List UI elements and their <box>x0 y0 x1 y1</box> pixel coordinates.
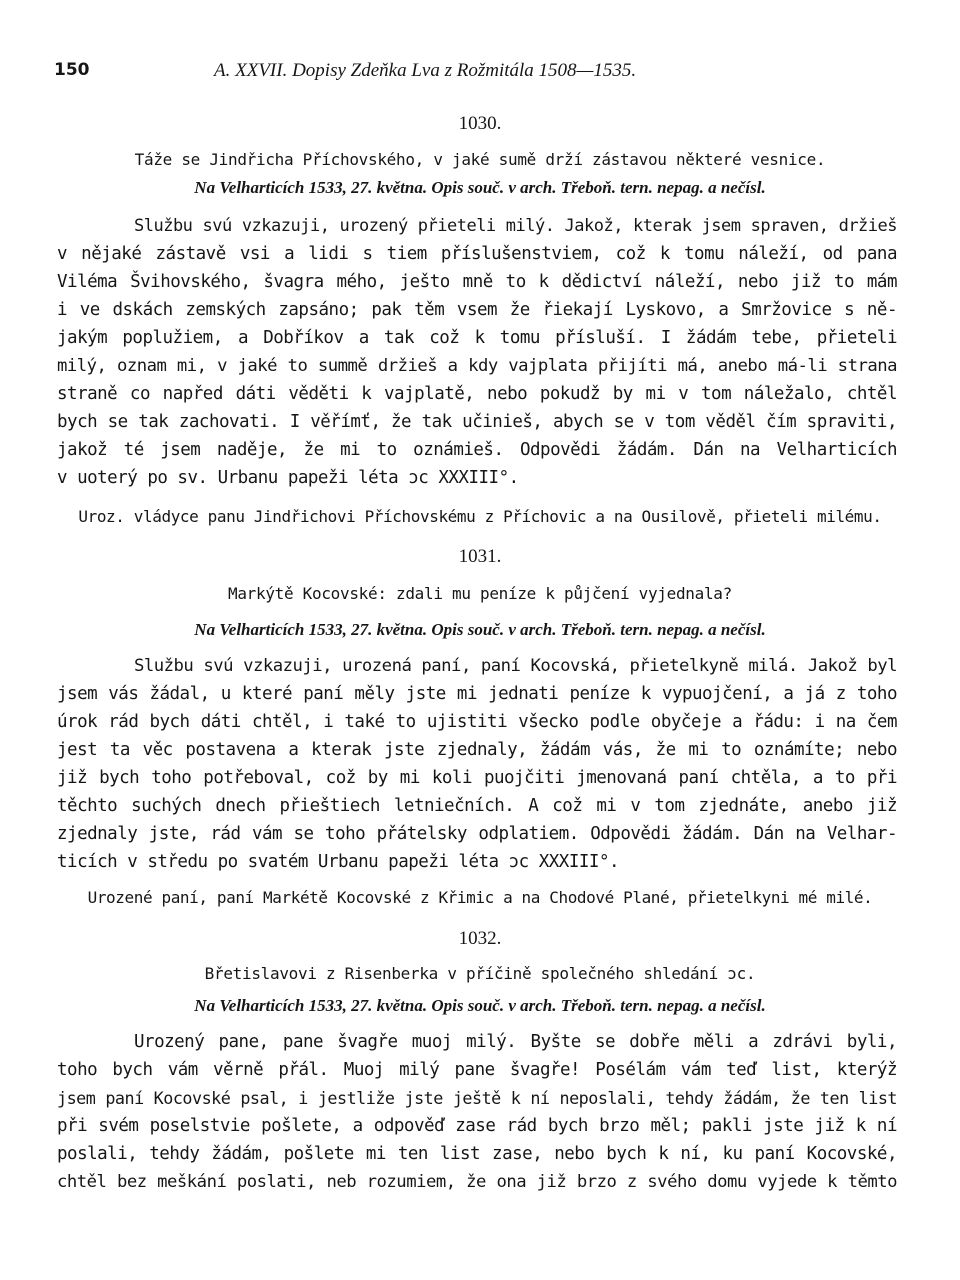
text-line: Službu svú vzkazuji, urozený přieteli milý. Jakož, kterak jsem spraven, držieš <box>134 216 897 236</box>
text-line: zjednaly jste, rád vám se toho přátelsky odplatiem. Odpovědi žádám. Dán na Velhar- <box>57 824 897 844</box>
text-line: jakož té jsem naděje, že mi to oznámieš. Odpovědi žádám. Dán na Velharticích <box>57 440 897 460</box>
text-line: milý, oznam mi, v jaké to summě držieš a kdy vajplata přijíti má, anebo má-li strana <box>57 356 897 376</box>
text-line: již bych toho potřeboval, což by mi koli puojčiti jmenovaná paní chtěla, a to při <box>57 768 897 788</box>
text-line: i ve dskách zemských zapsáno; pak těm vsem že řiekají Lyskovo, a Smržovice s ně- <box>57 300 897 320</box>
text-line: Viléma Švihovského, švagra mého, ješto mně to k dědictví náleží, nebo již to mám <box>57 272 897 292</box>
source-note: Na Velharticích 1533, 27. května. Opis souč. v arch. Třeboň. tern. nepag. a nečísl. <box>194 620 766 639</box>
text-line: Urozený pane, pane švagře muoj milý. Byšte se dobře měli a zdrávi byli, <box>134 1032 897 1052</box>
letter-summary: Táže se Jindřicha Příchovského, v jaké sumě drží zástavou některé vesnice. <box>134 150 826 169</box>
running-title: A. XXVII. Dopisy Zdeňka Lva z Rožmitála 1508—1535. <box>214 60 637 81</box>
source-note: Na Velharticích 1533, 27. května. Opis souč. v arch. Třeboň. tern. nepag. a nečísl. <box>194 178 766 197</box>
letter-summary: Břetislavovi z Risenberka v příčině společného shledání ɔc. <box>204 964 756 983</box>
letter-number: 1032. <box>458 928 502 949</box>
letter-number: 1031. <box>458 546 502 567</box>
text-line: Službu svú vzkazuji, urozená paní, paní Kocovská, přietelkyně milá. Jakož byl <box>134 656 897 676</box>
text-line: ticích v středu po svatém Urbanu papeži léta ɔc XXXIII°. <box>57 852 620 872</box>
source-note: Na Velharticích 1533, 27. května. Opis souč. v arch. Třeboň. tern. nepag. a nečísl. <box>194 996 766 1015</box>
text-line: jest ta věc postavena a kterak jste zjednaly, žádám vás, že mi to oznámíte; nebo <box>57 740 897 760</box>
text-line: úrok rád bych dáti chtěl, i také to ujistiti všecko podle obyčeje a řádu: i na čem <box>57 712 897 732</box>
letter-number: 1030. <box>458 113 502 134</box>
text-line: jsem paní Kocovské psal, i jestliže jste ještě k ní neposlali, tehdy žádám, že ten list <box>57 1088 897 1108</box>
text-line: bych se tak zachovati. I věřímť, že tak učinieš, abych se v tom věděl čím spraviti, <box>57 412 897 432</box>
running-head <box>54 60 900 90</box>
letter-address: Uroz. vládyce panu Jindřichovi Příchovskému z Příchovic a na Ousilově, přieteli milému. <box>78 507 882 526</box>
text-line: v uoterý po sv. Urbanu papeži léta ɔc XXXIII°. <box>57 468 519 488</box>
text-line: toho bych vám věrně přál. Muoj milý pane švagře! Posélám vám teď list, kterýž <box>57 1060 897 1080</box>
letter-body <box>57 212 897 492</box>
text-line: poslali, tehdy žádám, pošlete mi ten list zase, nebo bych k ní, ku paní Kocovské, <box>57 1144 897 1164</box>
text-line: chtěl bez meškání poslati, neb rozumiem, že ona již brzo z svého domu vyjede k těmto <box>57 1172 897 1192</box>
text-line: těchto suchých dnech přieštiech letniečních. A což mi v tom zjednáte, anebo již <box>57 796 897 816</box>
letter-body <box>57 652 897 876</box>
text-line: při svém poselstvie pošlete, a odpověď zase rád bych brzo měl; pakli jste již k ní <box>57 1116 897 1136</box>
text-line: jakým poplužiem, a Dobříkov a tak což k tomu přísluší. I žádám tebe, přieteli <box>57 328 897 348</box>
page-number: 150 <box>54 60 90 80</box>
text-line: v nějaké zástavě vsi a lidi s tiem příslušenstviem, což k tomu náleží, od pana <box>57 244 897 264</box>
letter-body <box>57 1028 897 1196</box>
text-line: jsem vás žádal, u které paní měly jste mi jednati peníze k vypuojčení, a já z toho <box>57 684 897 704</box>
letter-address: Urozené paní, paní Markétě Kocovské z Křimic a na Chodové Plané, přietelkyni mé milé. <box>87 888 873 907</box>
letter-summary: Markýtě Kocovské: zdali mu peníze k půjčení vyjednala? <box>228 584 732 603</box>
text-line: straně co napřed dáti věděti k vajplatě, nebo pokudž by mi v tom náležalo, chtěl <box>57 384 897 404</box>
